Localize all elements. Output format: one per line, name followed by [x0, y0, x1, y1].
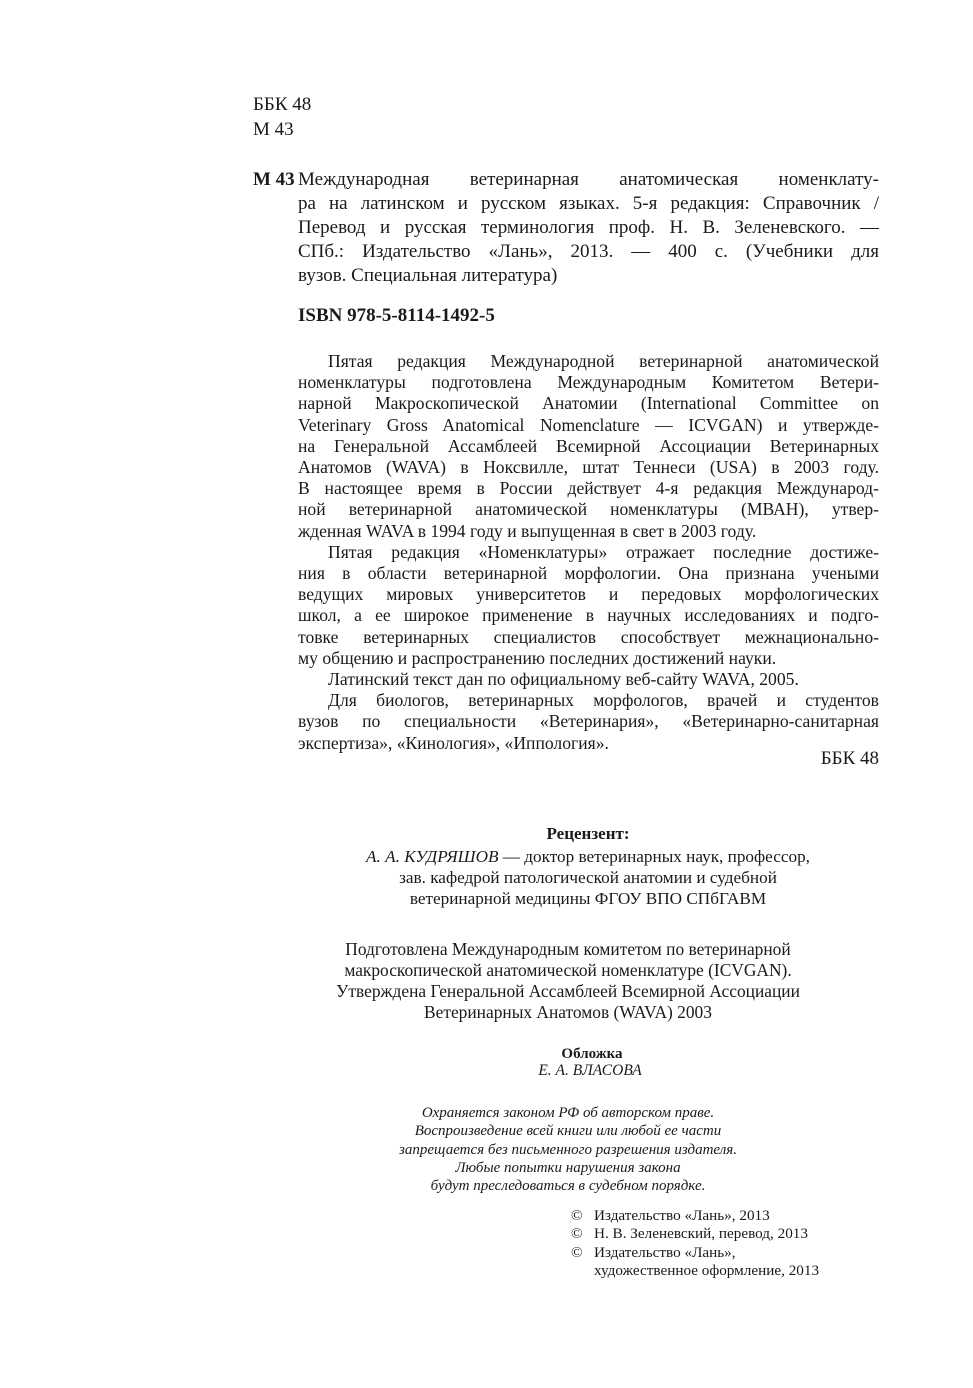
prepared-line: макроскопической анатомической номенклатуре (ICVGAN).: [344, 960, 792, 980]
entry-line: СПб.: Издательство «Лань», 2013. — 400 с. (Учебники для: [298, 241, 879, 262]
entry-line: вузов. Специальная литература): [298, 265, 558, 286]
law-line: Воспроизведение всей книги или любой ее части: [414, 1123, 722, 1140]
prepared-note: [128, 939, 973, 1023]
entry-line: Международная ветеринарная анатомическая номенклату-: [298, 169, 879, 190]
author-mark: М 43: [253, 119, 294, 140]
entry-mark: М 43: [253, 169, 295, 190]
annotation-line: Пятая редакция «Номенклатуры» отражает последние достиже-: [328, 541, 879, 562]
annotation: [298, 351, 879, 754]
annotation-line: ной ветеринарной анатомической номенклатуры (МВАН), утвер-: [298, 499, 879, 520]
annotation-line: ведущих мировых университетов и передовых морфологических: [298, 584, 879, 605]
annotation-line: ния в области ветеринарной морфологии. Она признана учеными: [298, 563, 879, 584]
annotation-line: Для биологов, ветеринарных морфологов, врачей и студентов: [328, 690, 879, 711]
annotation-line: Латинский текст дан по официальному веб-сайту WAVA, 2005.: [328, 669, 799, 690]
reviewer-line: [168, 846, 973, 867]
annotation-line: Пятая редакция Международной ветеринарной анатомической: [328, 351, 879, 371]
law-line: Любые попытки нарушения закона: [455, 1159, 681, 1176]
annotation-line: номенклатуры подготовлена Международным Комитетом Ветери-: [298, 372, 879, 393]
bbk-code: ББК 48: [253, 94, 312, 115]
copyright-symbol: ©: [571, 1243, 583, 1261]
copyright-row: [571, 1207, 819, 1225]
reviewer-line: ветеринарной медицины ФГОУ ВПО СПбГАВМ: [409, 889, 767, 908]
entry-line: ра на латинском и русском языках. 5-я редакция: Справочник /: [298, 193, 879, 214]
annotation-line: вузов по специальности «Ветеринария», «Ветеринарно-санитарная: [298, 711, 879, 732]
copyright-holder: Издательство «Лань», 2013: [594, 1207, 770, 1224]
copyright-continuation: художественное оформление, 2013: [594, 1261, 820, 1279]
copyright-block: [571, 1207, 819, 1280]
annotation-line: Анатомов (WAVA) в Ноксвилле, штат Теннеси (USA) в 2003 году.: [298, 457, 879, 478]
law-line: запрещается без письменного разрешения издателя.: [399, 1141, 737, 1158]
annotation-line: В настоящее время в России действует 4-я редакция Международ-: [298, 478, 879, 499]
copyright-holder: Издательство «Лань»,: [594, 1243, 736, 1261]
copyright-law-notice: [128, 1104, 973, 1195]
copyright-symbol: ©: [571, 1225, 583, 1243]
isbn: ISBN 978-5-8114-1492-5: [298, 305, 495, 326]
annotation-line: жденная WAVA в 1994 году и выпущенная в свет в 2003 году.: [298, 520, 757, 541]
copyright-row: [571, 1225, 819, 1243]
reviewer-info: [168, 846, 973, 909]
law-line: будут преследоваться в судебном порядке.: [430, 1178, 706, 1195]
annotation-line: му общению и распространению последних достижений науки.: [298, 647, 777, 668]
copyright-row: [571, 1244, 819, 1262]
copyright-holder: Н. В. Зеленевский, перевод, 2013: [594, 1225, 808, 1243]
annotation-bbk: ББК 48: [820, 748, 879, 769]
cover-heading: Обложка: [561, 1046, 623, 1062]
entry-line: Перевод и русская терминология проф. Н. В. Зеленевского. —: [298, 217, 879, 238]
classification-codes: [253, 92, 311, 142]
annotation-line: на Генеральной Ассамблеей Всемирной Ассоциации Ветеринарных: [298, 435, 879, 456]
prepared-line: Утверждена Генеральной Ассамблеей Всемирной Ассоциации: [336, 981, 800, 1001]
reviewer-heading: Рецензент:: [546, 824, 630, 843]
reviewer-name: А. А. КУДРЯШОВ: [366, 847, 499, 866]
cover-designer: Е. А. ВЛАСОВА: [538, 1062, 642, 1079]
prepared-line: Ветеринарных Анатомов (WAVA) 2003: [424, 1002, 712, 1022]
annotation-line: школ, а ее широкое применение в научных исследованиях и подго-: [298, 605, 879, 626]
reviewer-line: зав. кафедрой патологической анатомии и судебной: [399, 868, 777, 887]
copyright-symbol: ©: [571, 1207, 583, 1224]
annotation-line: нарной Макроскопической Анатомии (International Committee on: [298, 393, 879, 414]
bibliographic-entry: [298, 168, 879, 288]
annotation-line: экспертиза», «Кинология», «Иппология».: [298, 732, 609, 753]
annotation-line: товке ветеринарных специалистов способствует межнационально-: [298, 626, 879, 647]
law-line: Охраняется законом РФ об авторском праве.: [421, 1105, 715, 1121]
reviewer-title: — доктор ветеринарных наук, профессор,: [498, 847, 810, 866]
annotation-line: Veterinary Gross Anatomical Nomenclature — ICVGAN) и утвержде-: [298, 414, 879, 435]
prepared-line: Подготовлена Международным комитетом по ветеринарной: [345, 939, 791, 959]
